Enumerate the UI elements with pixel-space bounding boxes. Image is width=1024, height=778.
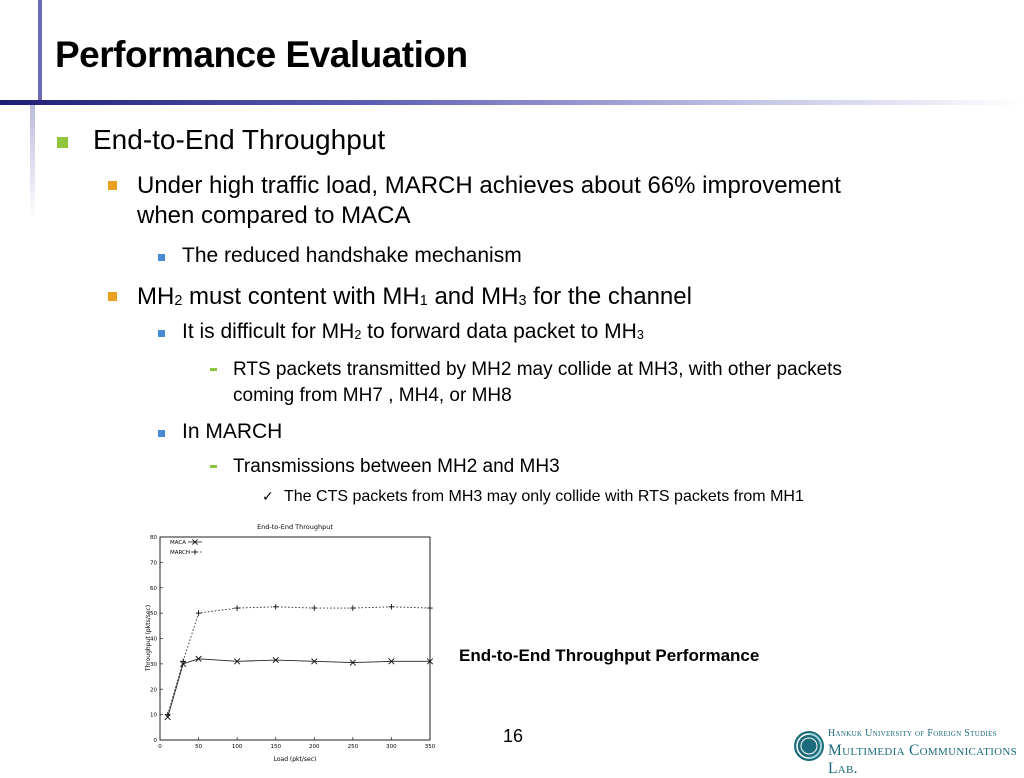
bullet-in-march: In MARCH [182, 420, 283, 443]
subscript: 3 [518, 293, 527, 309]
data-point-march [427, 605, 433, 611]
legend-label-maca: MACA [170, 540, 187, 546]
bullet-line-2: when compared to MACA [137, 202, 411, 229]
data-point-march [389, 604, 395, 610]
subscript: 2 [174, 293, 183, 309]
x-tick-label: 50 [195, 744, 203, 750]
throughput-chart [140, 520, 440, 765]
bullet-marker [158, 254, 165, 261]
logo-text [828, 728, 1024, 778]
y-tick-label: 80 [150, 535, 157, 541]
bullet-line-2: coming from MH7 , MH4, or MH8 [233, 385, 512, 406]
bullet-rts-collide [233, 357, 842, 409]
bullet-mh2-contention [137, 282, 692, 316]
bullet-reduced-handshake: The reduced handshake mechanism [182, 244, 522, 267]
bullet-marker [158, 430, 165, 437]
university-logo [792, 724, 1024, 777]
text-part: must content with MH [182, 283, 420, 310]
data-point-march [234, 605, 240, 611]
x-tick-label: 250 [347, 744, 359, 750]
x-tick-label: 300 [386, 744, 397, 750]
bullet-marker [158, 330, 165, 337]
data-point-march [273, 604, 279, 610]
bullet-marker [210, 465, 217, 468]
x-tick-label: 100 [231, 744, 243, 750]
y-axis-label: Throughput (pkts/sec) [145, 604, 152, 672]
bullet-march-improvement [137, 171, 841, 231]
x-tick-label: 200 [309, 744, 320, 750]
x-tick-label: 0 [158, 744, 162, 750]
legend-label-march: MARCH [170, 550, 191, 556]
text-part: MH [137, 283, 175, 310]
emblem-icon [792, 729, 826, 763]
bullet-marker [108, 292, 117, 301]
y-tick-label: 30 [150, 661, 157, 668]
figure-caption: End-to-End Throughput Performance [459, 646, 760, 665]
plot-frame [160, 537, 430, 740]
text-part: and MH [427, 283, 519, 310]
bullet-cts-collide: The CTS packets from MH3 may only collide with RTS packets from MH1 [284, 488, 804, 505]
text-part: It is difficult for MH [182, 320, 355, 343]
legend [170, 540, 202, 556]
y-tick-label: 50 [150, 611, 157, 618]
bullet-transmissions: Transmissions between MH2 and MH3 [233, 456, 560, 477]
data-point-march [311, 605, 317, 611]
y-tick-label: 40 [150, 636, 157, 643]
lab-name: Multimedia Communications Lab. [828, 742, 1018, 777]
data-point-march [196, 610, 202, 616]
check-icon: ✓ [262, 488, 274, 504]
y-tick-label: 10 [150, 712, 157, 719]
page-number: 16 [503, 726, 524, 746]
subscript: 3 [636, 328, 644, 342]
x-tick-label: 150 [270, 744, 281, 750]
y-tick-label: 60 [150, 585, 157, 592]
subscript: 2 [354, 328, 362, 342]
bullet-line-1: RTS packets transmitted by MH2 may collide at MH3, with other packets [233, 359, 842, 380]
slide-title: Performance Evaluation [55, 34, 468, 75]
bullet-marker [210, 368, 217, 371]
x-axis-ticks [158, 737, 435, 750]
series-line-maca [168, 659, 430, 717]
y-tick-label: 70 [150, 560, 157, 567]
text-part: to forward data packet to MH [361, 320, 637, 343]
bullet-end-to-end-throughput: End-to-End Throughput [93, 124, 386, 155]
data-point-march [350, 605, 356, 611]
y-tick-label: 20 [150, 687, 157, 694]
bullet-marker [57, 137, 68, 148]
chart-title: End-to-End Throughput [257, 523, 333, 531]
data-point-march [165, 712, 171, 718]
x-axis-label: Load (pkt/sec) [273, 756, 317, 763]
x-tick-label: 350 [424, 744, 436, 750]
text-part: for the channel [526, 283, 692, 310]
university-name: Hankuk University of Foreign Studies [828, 728, 997, 739]
bullet-marker [108, 181, 117, 190]
y-tick-label: 0 [153, 738, 157, 744]
subscript: 1 [419, 293, 428, 309]
chart-series [165, 539, 433, 720]
bullet-difficult-forward [182, 320, 644, 344]
bullet-line-1: Under high traffic load, MARCH achieves about 66% improvement [137, 172, 841, 199]
y-axis-ticks [150, 535, 163, 744]
